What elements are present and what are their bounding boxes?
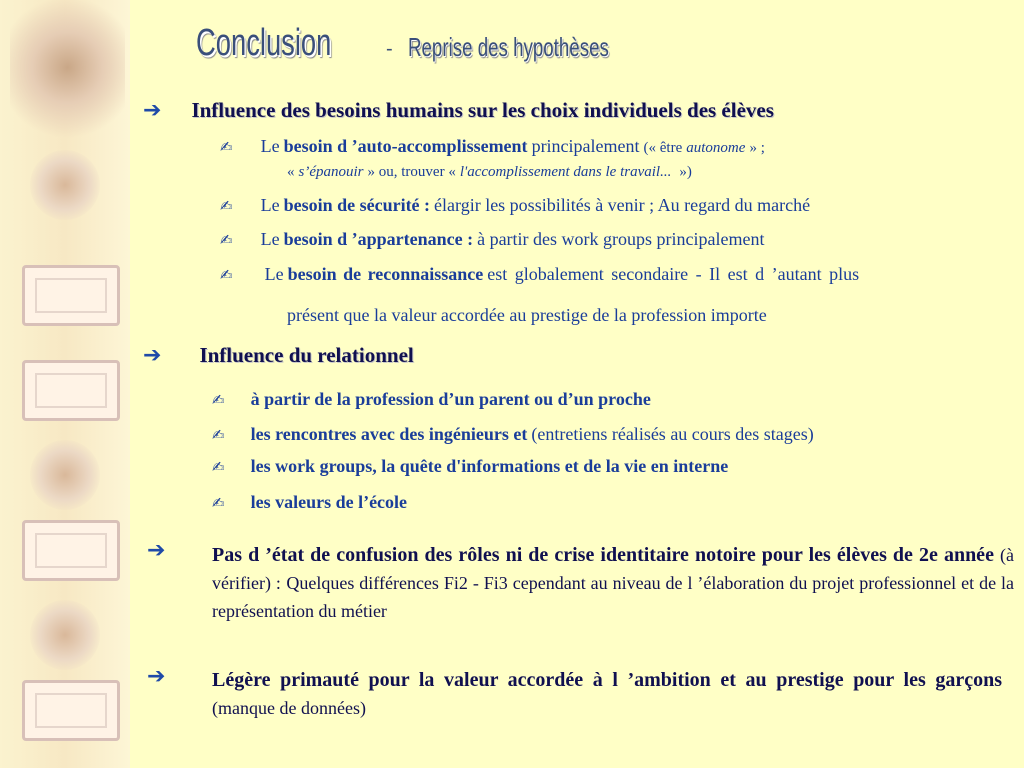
list-item: ✍ Le besoin d ’appartenance : à partir des work groups principalement [220, 229, 765, 249]
arrow-right-icon: ➔ [147, 664, 166, 689]
book-pointer-icon: ✍ [220, 138, 233, 156]
ornament-knot-image [30, 600, 100, 670]
book-pointer-icon: ✍ [212, 494, 225, 512]
list-item: ✍ les work groups, la quête d'informations et de la vie en interne [212, 456, 729, 476]
book-pointer-icon: ✍ [212, 426, 225, 444]
book-pointer-icon: ✍ [220, 231, 233, 249]
list-item: ✍ Le besoin de sécurité : élargir les possibilités à venir ; Au regard du marché [220, 195, 811, 215]
book-pointer-icon: ✍ [212, 458, 225, 476]
ornament-knot-image [30, 150, 100, 220]
title-subtitle: Reprise des hypothèses [408, 32, 609, 62]
book-pointer-icon: ✍ [220, 197, 233, 215]
conclusion-paragraph-1: Pas d ’état de confusion des rôles ni de crise identitaire notoire pour les élèves de 2e année (à vérifier) : Quelques différences Fi2 - Fi3 cependant au niveau de l ’élaboration du projet professionnel et de la représentation du métier [212, 544, 1015, 621]
list-item-continuation: « s’épanouir » ou, trouver « l'accomplissement dans le travail... ») [287, 164, 692, 180]
title-main: Conclusion [196, 22, 332, 64]
decorative-left-border [0, 0, 130, 768]
arrow-right-icon: ➔ [143, 343, 162, 368]
slide-title [196, 22, 609, 65]
conclusion-paragraph-2: Légère primauté pour la valeur accordée à l ’ambition et au prestige pour les garçons (manque de données) [212, 669, 1002, 718]
ornament-knot-image [30, 440, 100, 510]
list-item: ✍ à partir de la profession d’un parent ou d’un proche [212, 389, 651, 409]
arrow-right-icon: ➔ [143, 98, 162, 123]
section-heading [143, 343, 414, 368]
section2-heading: Influence du relationnel [199, 343, 414, 367]
book-pointer-icon: ✍ [220, 266, 233, 284]
list-item-continuation: présent que la valeur accordée au prestige de la profession importe [287, 305, 767, 325]
list-item: ✍ Le besoin d ’auto-accomplissement principalement (« être autonome » ; [220, 136, 765, 156]
ornament-tile-image [22, 265, 120, 326]
section-heading [143, 98, 774, 123]
arrow-right-icon: ➔ [147, 538, 166, 563]
list-item: ✍ les valeurs de l’école [212, 492, 408, 512]
title-dash: - [386, 38, 393, 60]
ornament-tile-image [22, 360, 120, 421]
list-item: ✍ Le besoin de reconnaissance est globalement secondaire - Il est d ’autant plus [220, 264, 860, 284]
list-item: ✍ les rencontres avec des ingénieurs et (entretiens réalisés au cours des stages) [212, 424, 814, 444]
ornament-tile-image [22, 680, 120, 741]
section1-heading: Influence des besoins humains sur les choix individuels des élèves [191, 98, 774, 122]
ornament-star-image [10, 0, 125, 150]
book-pointer-icon: ✍ [212, 391, 225, 409]
ornament-tile-image [22, 520, 120, 581]
